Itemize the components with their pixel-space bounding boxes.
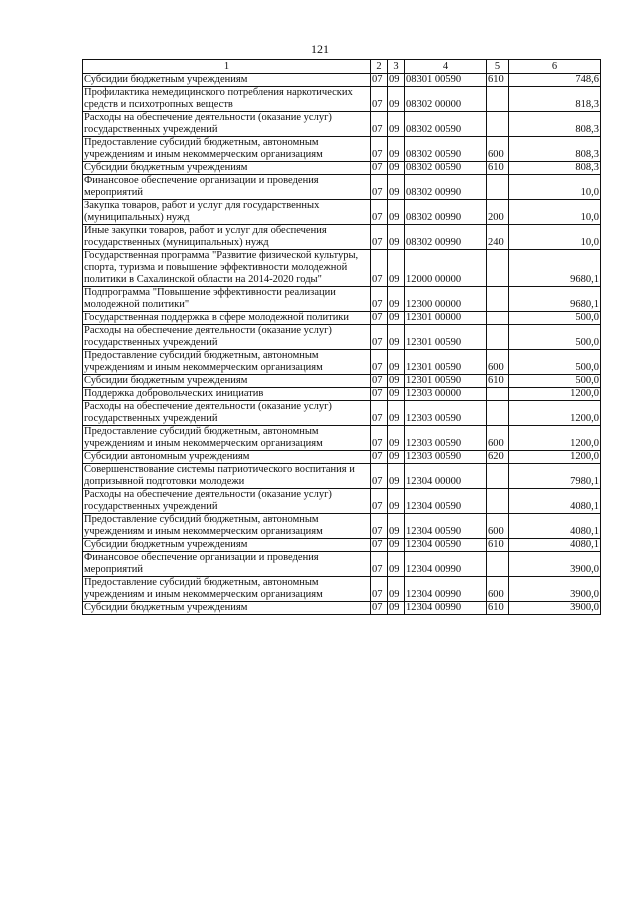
- row-target-code: 12304 00000: [405, 464, 487, 489]
- header-col-3: 3: [388, 60, 405, 74]
- row-subsection: 09: [388, 350, 405, 375]
- row-expense-type: 610: [487, 375, 509, 388]
- row-amount: 4080,1: [509, 489, 601, 514]
- row-section: 07: [371, 200, 388, 225]
- table-row: [83, 375, 601, 388]
- table-row: [83, 489, 601, 514]
- row-subsection: 09: [388, 175, 405, 200]
- row-subsection: 09: [388, 250, 405, 287]
- row-target-code: 12304 00990: [405, 552, 487, 577]
- row-name: Субсидии автономным учреждениям: [83, 451, 371, 464]
- table-row: [83, 350, 601, 375]
- row-target-code: 12304 00590: [405, 489, 487, 514]
- row-subsection: 09: [388, 388, 405, 401]
- row-name: Финансовое обеспечение организации и проведения мероприятий: [83, 175, 371, 200]
- row-name: Расходы на обеспечение деятельности (оказание услуг) государственных учреждений: [83, 325, 371, 350]
- budget-table: [82, 59, 601, 615]
- table-row: [83, 87, 601, 112]
- row-amount: 4080,1: [509, 514, 601, 539]
- row-expense-type: 610: [487, 74, 509, 87]
- row-target-code: 08302 00990: [405, 200, 487, 225]
- row-amount: 500,0: [509, 325, 601, 350]
- row-name: Предоставление субсидий бюджетным, автономным учреждениям и иным некоммерческим организациям: [83, 577, 371, 602]
- row-amount: 1200,0: [509, 401, 601, 426]
- row-target-code: 08302 00590: [405, 162, 487, 175]
- row-section: 07: [371, 451, 388, 464]
- row-subsection: 09: [388, 200, 405, 225]
- table-row: [83, 426, 601, 451]
- table-row: [83, 162, 601, 175]
- header-col-6: 6: [509, 60, 601, 74]
- header-col-4: 4: [405, 60, 487, 74]
- row-target-code: 08302 00990: [405, 225, 487, 250]
- row-target-code: 12304 00590: [405, 539, 487, 552]
- row-amount: 3900,0: [509, 552, 601, 577]
- row-target-code: 12304 00990: [405, 602, 487, 615]
- row-target-code: 12301 00590: [405, 325, 487, 350]
- table-row: [83, 325, 601, 350]
- row-amount: 10,0: [509, 225, 601, 250]
- row-subsection: 09: [388, 451, 405, 464]
- row-section: 07: [371, 426, 388, 451]
- row-subsection: 09: [388, 287, 405, 312]
- row-name: Расходы на обеспечение деятельности (оказание услуг) государственных учреждений: [83, 489, 371, 514]
- row-expense-type: 600: [487, 350, 509, 375]
- row-name: Закупка товаров, работ и услуг для государственных (муниципальных) нужд: [83, 200, 371, 225]
- row-expense-type: 600: [487, 514, 509, 539]
- row-expense-type: [487, 87, 509, 112]
- row-name: Государственная программа "Развитие физической культуры, спорта, туризма и повышение эффективности молодежной политики в Сахалинской области на 2014-2020 годы": [83, 250, 371, 287]
- row-expense-type: [487, 388, 509, 401]
- row-subsection: 09: [388, 74, 405, 87]
- row-subsection: 09: [388, 577, 405, 602]
- row-section: 07: [371, 539, 388, 552]
- row-expense-type: 600: [487, 577, 509, 602]
- table-row: [83, 112, 601, 137]
- table-row: [83, 312, 601, 325]
- row-section: 07: [371, 602, 388, 615]
- row-name: Расходы на обеспечение деятельности (оказание услуг) государственных учреждений: [83, 401, 371, 426]
- table-row: [83, 175, 601, 200]
- header-col-1: 1: [83, 60, 371, 74]
- row-target-code: 12303 00590: [405, 426, 487, 451]
- row-amount: 7980,1: [509, 464, 601, 489]
- row-subsection: 09: [388, 401, 405, 426]
- row-target-code: 08302 00590: [405, 137, 487, 162]
- row-name: Предоставление субсидий бюджетным, автономным учреждениям и иным некоммерческим организациям: [83, 514, 371, 539]
- page-number: 121: [311, 42, 329, 56]
- table-row: [83, 137, 601, 162]
- row-subsection: 09: [388, 514, 405, 539]
- table-row: [83, 464, 601, 489]
- row-amount: 3900,0: [509, 577, 601, 602]
- header-col-5: 5: [487, 60, 509, 74]
- row-section: 07: [371, 552, 388, 577]
- row-target-code: 12303 00590: [405, 451, 487, 464]
- row-name: Субсидии бюджетным учреждениям: [83, 162, 371, 175]
- row-expense-type: 620: [487, 451, 509, 464]
- row-name: Финансовое обеспечение организации и проведения мероприятий: [83, 552, 371, 577]
- row-name: Иные закупки товаров, работ и услуг для обеспечения государственных (муниципальных) нужд: [83, 225, 371, 250]
- row-expense-type: 240: [487, 225, 509, 250]
- table-row: [83, 74, 601, 87]
- row-section: 07: [371, 74, 388, 87]
- row-subsection: 09: [388, 112, 405, 137]
- table-row: [83, 200, 601, 225]
- row-section: 07: [371, 137, 388, 162]
- row-amount: 1200,0: [509, 426, 601, 451]
- row-amount: 500,0: [509, 312, 601, 325]
- row-subsection: 09: [388, 375, 405, 388]
- row-expense-type: 200: [487, 200, 509, 225]
- table-row: [83, 602, 601, 615]
- row-amount: 9680,1: [509, 250, 601, 287]
- row-section: 07: [371, 577, 388, 602]
- row-expense-type: [487, 287, 509, 312]
- table-row: [83, 287, 601, 312]
- row-target-code: 08302 00590: [405, 112, 487, 137]
- row-expense-type: 600: [487, 426, 509, 451]
- row-expense-type: [487, 250, 509, 287]
- row-section: 07: [371, 312, 388, 325]
- row-subsection: 09: [388, 539, 405, 552]
- row-amount: 1200,0: [509, 388, 601, 401]
- row-section: 07: [371, 388, 388, 401]
- row-amount: 1200,0: [509, 451, 601, 464]
- row-amount: 500,0: [509, 350, 601, 375]
- row-name: Предоставление субсидий бюджетным, автономным учреждениям и иным некоммерческим организациям: [83, 137, 371, 162]
- row-target-code: 12303 00000: [405, 388, 487, 401]
- table-row: [83, 451, 601, 464]
- row-expense-type: 600: [487, 137, 509, 162]
- row-subsection: 09: [388, 137, 405, 162]
- row-target-code: 12300 00000: [405, 287, 487, 312]
- row-name: Субсидии бюджетным учреждениям: [83, 602, 371, 615]
- row-subsection: 09: [388, 489, 405, 514]
- row-target-code: 12301 00590: [405, 350, 487, 375]
- row-section: 07: [371, 162, 388, 175]
- row-name: Субсидии бюджетным учреждениям: [83, 539, 371, 552]
- row-section: 07: [371, 401, 388, 426]
- row-target-code: 08302 00000: [405, 87, 487, 112]
- row-amount: 818,3: [509, 87, 601, 112]
- row-amount: 3900,0: [509, 602, 601, 615]
- row-name: Предоставление субсидий бюджетным, автономным учреждениям и иным некоммерческим организациям: [83, 350, 371, 375]
- row-expense-type: [487, 175, 509, 200]
- row-section: 07: [371, 464, 388, 489]
- row-subsection: 09: [388, 87, 405, 112]
- table-row: [83, 401, 601, 426]
- table-row: [83, 577, 601, 602]
- row-amount: 808,3: [509, 112, 601, 137]
- row-target-code: 08302 00990: [405, 175, 487, 200]
- row-section: 07: [371, 489, 388, 514]
- row-amount: 500,0: [509, 375, 601, 388]
- row-subsection: 09: [388, 325, 405, 350]
- row-subsection: 09: [388, 426, 405, 451]
- table-row: [83, 388, 601, 401]
- row-target-code: 08301 00590: [405, 74, 487, 87]
- row-amount: 808,3: [509, 162, 601, 175]
- row-subsection: 09: [388, 552, 405, 577]
- row-target-code: 12301 00590: [405, 375, 487, 388]
- row-expense-type: [487, 552, 509, 577]
- row-section: 07: [371, 112, 388, 137]
- row-expense-type: [487, 401, 509, 426]
- row-amount: 808,3: [509, 137, 601, 162]
- row-name: Субсидии бюджетным учреждениям: [83, 74, 371, 87]
- row-name: Государственная поддержка в сфере молодежной политики: [83, 312, 371, 325]
- row-subsection: 09: [388, 162, 405, 175]
- table-row: [83, 225, 601, 250]
- row-name: Предоставление субсидий бюджетным, автономным учреждениям и иным некоммерческим организациям: [83, 426, 371, 451]
- row-expense-type: 610: [487, 162, 509, 175]
- row-expense-type: [487, 464, 509, 489]
- row-amount: 748,6: [509, 74, 601, 87]
- header-col-2: 2: [371, 60, 388, 74]
- row-subsection: 09: [388, 602, 405, 615]
- table-row: [83, 250, 601, 287]
- row-section: 07: [371, 287, 388, 312]
- row-section: 07: [371, 175, 388, 200]
- row-amount: 4080,1: [509, 539, 601, 552]
- row-expense-type: [487, 312, 509, 325]
- row-target-code: 12304 00990: [405, 577, 487, 602]
- row-expense-type: 610: [487, 539, 509, 552]
- row-section: 07: [371, 325, 388, 350]
- row-target-code: 12000 00000: [405, 250, 487, 287]
- row-amount: 10,0: [509, 175, 601, 200]
- row-subsection: 09: [388, 312, 405, 325]
- row-section: 07: [371, 514, 388, 539]
- row-name: Поддержка добровольческих инициатив: [83, 388, 371, 401]
- table-row: [83, 539, 601, 552]
- row-section: 07: [371, 87, 388, 112]
- row-name: Подпрограмма "Повышение эффективности реализации молодежной политики": [83, 287, 371, 312]
- row-section: 07: [371, 350, 388, 375]
- row-expense-type: [487, 112, 509, 137]
- row-name: Субсидии бюджетным учреждениям: [83, 375, 371, 388]
- row-section: 07: [371, 225, 388, 250]
- row-target-code: 12301 00000: [405, 312, 487, 325]
- row-amount: 9680,1: [509, 287, 601, 312]
- table-row: [83, 514, 601, 539]
- row-name: Расходы на обеспечение деятельности (оказание услуг) государственных учреждений: [83, 112, 371, 137]
- row-expense-type: [487, 489, 509, 514]
- row-subsection: 09: [388, 464, 405, 489]
- row-expense-type: 610: [487, 602, 509, 615]
- row-target-code: 12304 00590: [405, 514, 487, 539]
- row-subsection: 09: [388, 225, 405, 250]
- table-header-row: [83, 60, 601, 74]
- table-body: [83, 74, 601, 615]
- row-expense-type: [487, 325, 509, 350]
- row-target-code: 12303 00590: [405, 401, 487, 426]
- table-row: [83, 552, 601, 577]
- row-section: 07: [371, 250, 388, 287]
- row-name: Профилактика немедицинского потребления наркотических средств и психотропных веществ: [83, 87, 371, 112]
- row-name: Совершенствование системы патриотического воспитания и допризывной подготовки молодежи: [83, 464, 371, 489]
- row-section: 07: [371, 375, 388, 388]
- row-amount: 10,0: [509, 200, 601, 225]
